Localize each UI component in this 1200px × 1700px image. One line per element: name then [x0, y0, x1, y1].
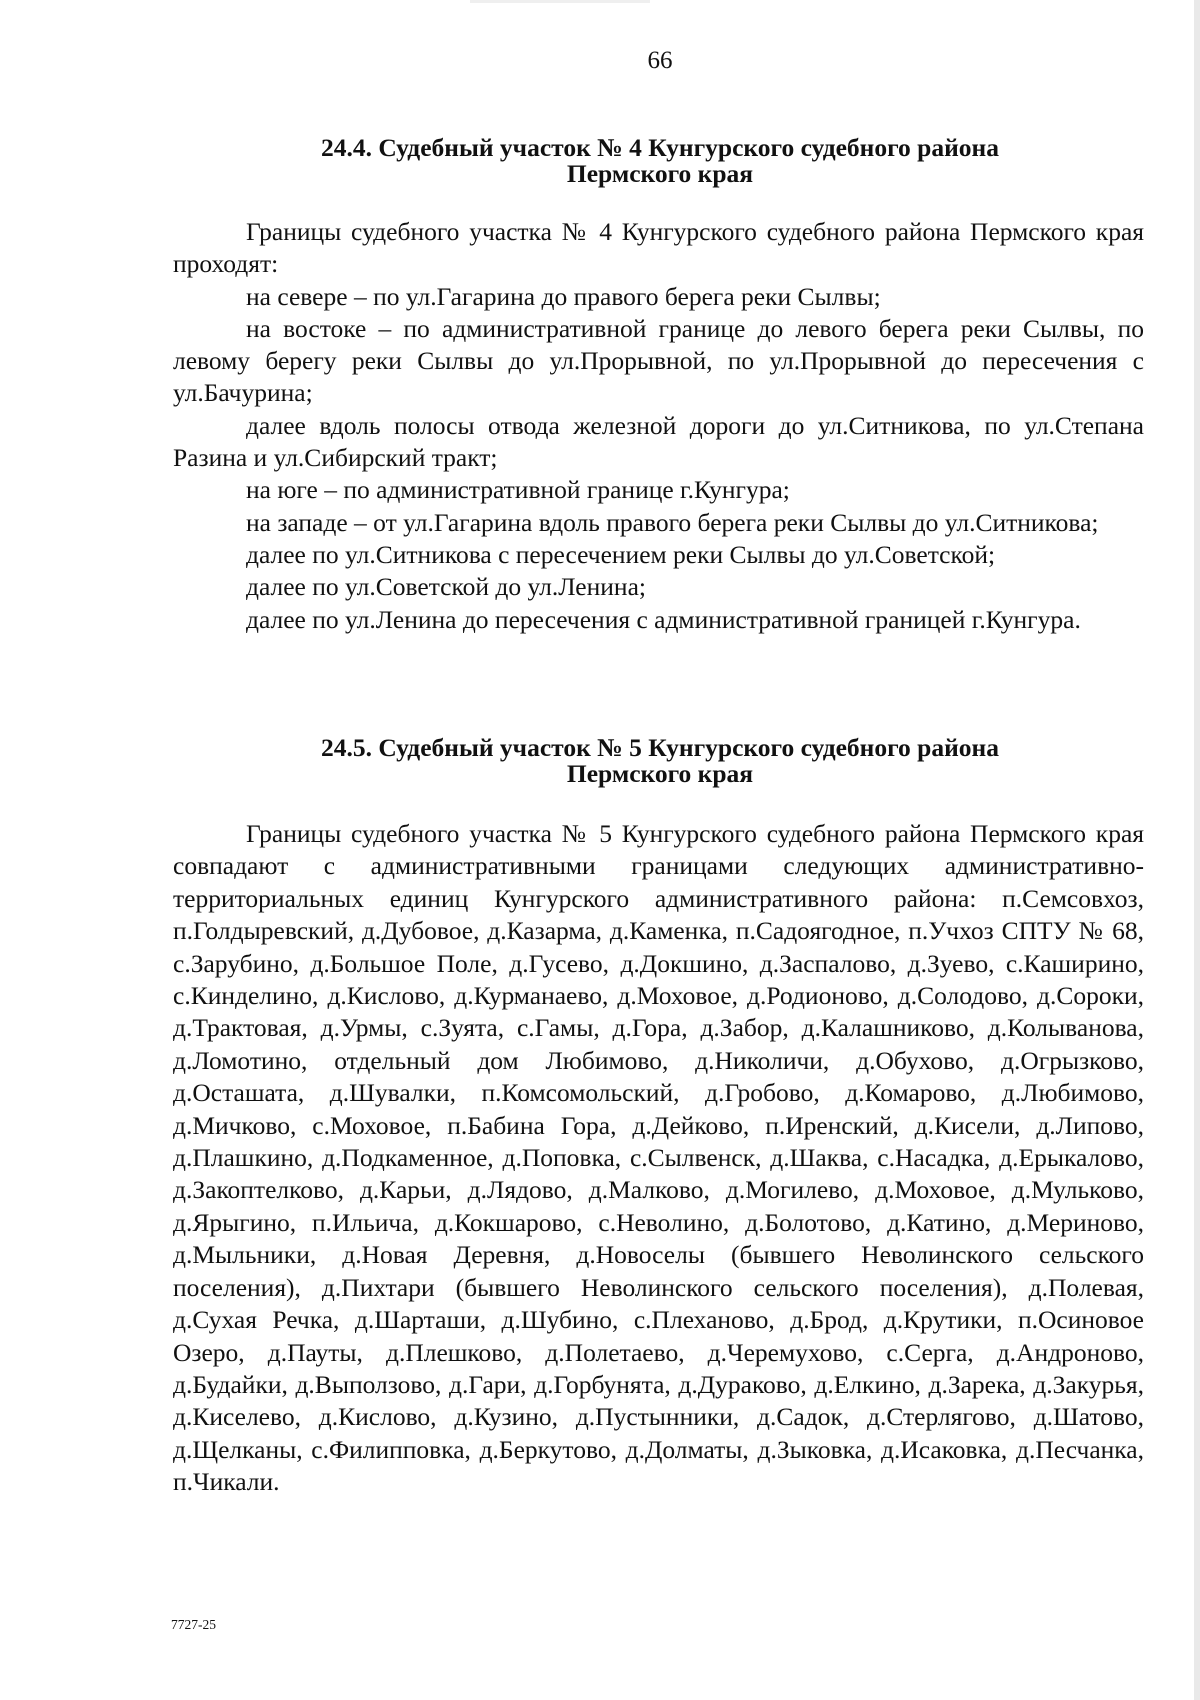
paragraph: далее вдоль полосы отвода железной дороги до ул.Ситникова, по ул.Степана Разина и ул.Сибирский тракт;: [173, 410, 1144, 473]
heading-line: Пермского края: [566, 759, 754, 788]
paragraph: на востоке – по административной границе до левого берега реки Сылвы, по левому берегу реки Сылвы до ул.Прорывной, по ул.Прорывной до пересечения с ул.Бачурина;: [173, 313, 1144, 408]
paragraph: далее по ул.Ситникова с пересечением реки Сылвы до ул.Советской;: [246, 539, 996, 569]
document-code: 7727-25: [171, 1617, 216, 1632]
heading-line: Пермского края: [566, 159, 754, 188]
scan-artifact: [470, 0, 650, 3]
section-heading-24-5: [0, 735, 1200, 787]
section-body-24-5: [173, 818, 1144, 1499]
paragraph: на западе – от ул.Гагарина вдоль правого берега реки Сылвы до ул.Ситникова;: [246, 507, 1099, 537]
scan-edge: [1194, 0, 1200, 1700]
paragraph: Границы судебного участка № 4 Кунгурского судебного района Пермского края проходят:: [173, 217, 1144, 279]
paragraph: далее по ул.Ленина до пересечения с административной границей г.Кунгура.: [246, 604, 1081, 634]
paragraph: на севере – по ул.Гагарина до правого берега реки Сылвы;: [246, 281, 881, 311]
heading-line: 24.4. Судебный участок № 4 Кунгурского судебного района: [321, 133, 999, 162]
paragraph: Границы судебного участка № 5 Кунгурского судебного района Пермского края совпадают с административными границами следующих административно-территориальных единиц Кунгурского административного района: п.Семсовхоз, п.Голдыревский, д.Дубовое, д.Казарма, д.Каменка, п.Садоягодное, п.Учхоз СПТУ № 68, с.Зарубино, д.Большое Поле, д.Гусево, д.Докшино, д.Заспалово, д.Зуево, с.Каширино, с.Кинделино, д.Кислово, д.Курманаево, д.Моховое, д.Родионово, д.Солодово, д.Сороки, д.Трактовая, д.Урмы, с.Зуята, с.Гамы, д.Гора, д.Забор, д.Калашниково, д.Колыванова, д.Ломотино, отдельный дом Любимово, д.Николичи, д.Обухово, д.Огрызково, д.Осташата, д.Шувалки, п.Комсомольский, д.Гробово, д.Комарово, д.Любимово, д.Мичково, с.Моховое, п.Бабина Гора, д.Дейково, п.Иренский, д.Кисели, д.Липово, д.Плашкино, д.Подкаменное, д.Поповка, с.Сылвенск, д.Шаква, с.Насадка, д.Ерыкалово, д.Закоптелково, д.Карьи, д.Лядово, д.Малково, д.Могилево, д.Моховое, д.Мульково, д.Ярыгино, п.Ильича, д.Кокшарово, с.Неволино, д.Болотово, д.Катино, д.Мериново, д.Мыльники, д.Новая Деревня, д.Новоселы (бывшего Неволинского сельского поселения), д.Пихтари (бывшего Неволинского сельского поселения), д.Полевая, д.Сухая Речка, д.Шарташи, д.Шубино, с.Плеханово, д.Брод, д.Крутики, п.Осиновое Озеро, д.Пауты, д.Плешково, д.Полетаево, д.Черемухово, с.Серга, д.Андроново, д.Будайки, д.Выползово, д.Гари, д.Горбунята, д.Дураково, д.Елкино, д.Зарека, д.Закурья, д.Киселево, д.Кислово, д.Кузино, д.Пустынники, д.Садок, д.Стерлягово, д.Шатово, д.Щелканы, с.Филипповка, д.Беркутово, д.Долматы, д.Зыковка, д.Исаковка, д.Песчанка, п.Чикали.: [173, 819, 1144, 1497]
section-heading-24-4: [0, 135, 1200, 187]
heading-line: 24.5. Судебный участок № 5 Кунгурского судебного района: [321, 733, 999, 762]
page-number: 66: [647, 47, 673, 74]
section-body-24-4: [173, 216, 1144, 636]
paragraph: далее по ул.Советской до ул.Ленина;: [246, 572, 646, 602]
paragraph: на юге – по административной границе г.Кунгура;: [246, 475, 790, 505]
